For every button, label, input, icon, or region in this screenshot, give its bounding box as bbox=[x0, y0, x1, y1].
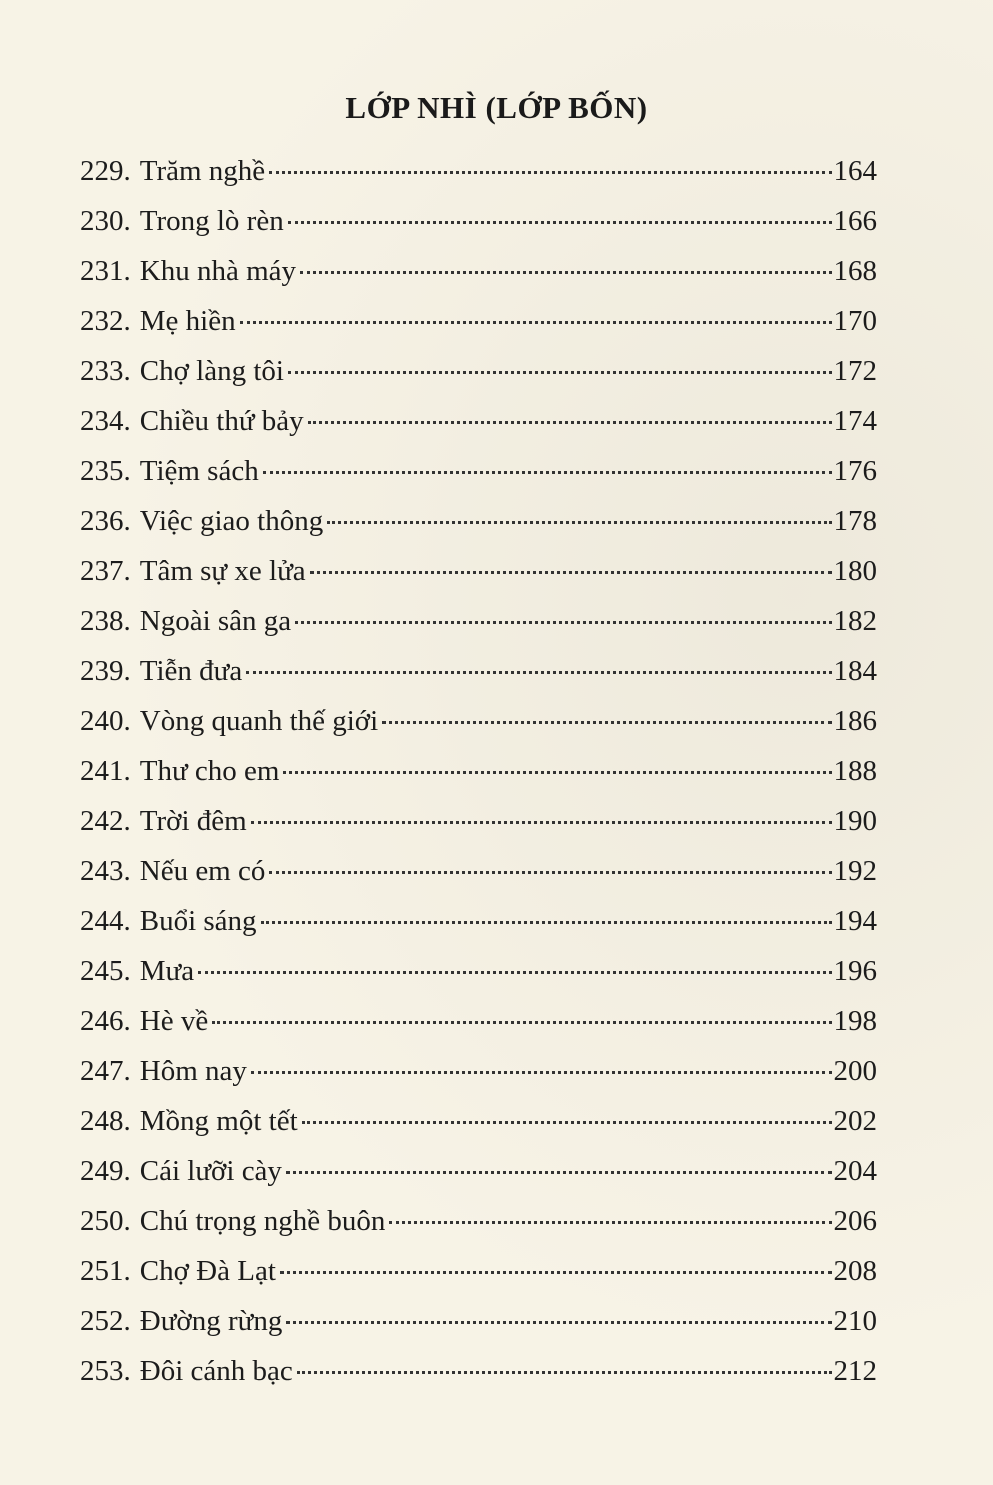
toc-dot-leader bbox=[283, 771, 831, 774]
toc-entry bbox=[80, 196, 877, 246]
toc-entry-page: 174 bbox=[833, 405, 877, 437]
toc-entry bbox=[80, 596, 877, 646]
toc-entry-title: Tiễn đưa bbox=[139, 655, 243, 687]
toc-entry-page: 164 bbox=[833, 155, 877, 187]
toc-entry-title: Nếu em có bbox=[139, 855, 266, 887]
toc-entry-title: Mưa bbox=[139, 955, 195, 987]
toc-entry-title: Chú trọng nghề buôn bbox=[139, 1205, 386, 1237]
toc-entry-title: Trời đêm bbox=[139, 805, 247, 837]
toc-entry-number: 239. bbox=[80, 655, 131, 687]
toc-entry bbox=[80, 746, 877, 796]
toc-entry-title: Việc giao thông bbox=[139, 505, 324, 537]
toc-dot-leader bbox=[302, 1121, 832, 1124]
toc-entry bbox=[80, 1096, 877, 1146]
toc-entry-title: Chiều thứ bảy bbox=[139, 405, 304, 437]
toc-entry-title: Chợ Đà Lạt bbox=[139, 1255, 276, 1287]
toc-entry bbox=[80, 696, 877, 746]
toc-entry-page: 178 bbox=[833, 505, 877, 537]
toc-entry-title: Chợ làng tôi bbox=[139, 355, 284, 387]
toc-entry-page: 176 bbox=[833, 455, 877, 487]
toc-entry-number: 241. bbox=[80, 755, 131, 787]
toc-entry-page: 194 bbox=[833, 905, 877, 937]
toc-entry-title: Thư cho em bbox=[139, 755, 280, 787]
toc-entry bbox=[80, 1346, 877, 1396]
toc-entry-title: Trong lò rèn bbox=[139, 205, 284, 237]
toc-dot-leader bbox=[251, 1071, 832, 1074]
toc-dot-leader bbox=[295, 621, 831, 624]
toc-entry-number: 250. bbox=[80, 1205, 131, 1237]
toc-entry bbox=[80, 546, 877, 596]
toc-dot-leader bbox=[280, 1271, 832, 1274]
section-title: LỚP NHÌ (LỚP BỐN) bbox=[345, 90, 648, 125]
toc-entry-title: Buổi sáng bbox=[139, 905, 257, 937]
toc-entry bbox=[80, 496, 877, 546]
toc-dot-leader bbox=[288, 371, 832, 374]
toc-dot-leader bbox=[327, 521, 831, 524]
toc-dot-leader bbox=[212, 1021, 831, 1024]
toc-dot-leader bbox=[198, 971, 831, 974]
toc-entry-title: Tâm sự xe lửa bbox=[139, 555, 306, 587]
toc-dot-leader bbox=[246, 671, 831, 674]
toc-entry-page: 206 bbox=[833, 1205, 877, 1237]
toc-entry-number: 249. bbox=[80, 1155, 131, 1187]
toc-dot-leader bbox=[300, 271, 832, 274]
toc-entry-page: 188 bbox=[833, 755, 877, 787]
toc-entry-page: 182 bbox=[833, 605, 877, 637]
toc-entry bbox=[80, 896, 877, 946]
toc-entry-title: Đường rừng bbox=[139, 1305, 283, 1337]
toc-entry-page: 166 bbox=[833, 205, 877, 237]
toc-entry bbox=[80, 296, 877, 346]
toc-dot-leader bbox=[382, 721, 831, 724]
toc-entry-number: 234. bbox=[80, 405, 131, 437]
toc-entry-number: 244. bbox=[80, 905, 131, 937]
toc-entry-page: 202 bbox=[833, 1105, 877, 1137]
toc-entry bbox=[80, 846, 877, 896]
toc-entry-number: 233. bbox=[80, 355, 131, 387]
toc-entry bbox=[80, 1246, 877, 1296]
toc-dot-leader bbox=[261, 921, 832, 924]
toc-entry-number: 235. bbox=[80, 455, 131, 487]
toc-entry-page: 212 bbox=[833, 1355, 877, 1387]
toc-entry-page: 200 bbox=[833, 1055, 877, 1087]
toc-entry-number: 236. bbox=[80, 505, 131, 537]
toc-entry-title: Mồng một tết bbox=[139, 1105, 298, 1137]
toc-entry bbox=[80, 396, 877, 446]
toc-dot-leader bbox=[251, 821, 832, 824]
toc-entry-number: 242. bbox=[80, 805, 131, 837]
toc-entry-number: 243. bbox=[80, 855, 131, 887]
toc-entry-number: 253. bbox=[80, 1355, 131, 1387]
toc-entry bbox=[80, 646, 877, 696]
toc-entry-title: Hôm nay bbox=[139, 1055, 247, 1087]
toc-dot-leader bbox=[263, 471, 832, 474]
toc-dot-leader bbox=[240, 321, 832, 324]
toc-entry-page: 170 bbox=[833, 305, 877, 337]
toc-entry-number: 240. bbox=[80, 705, 131, 737]
toc-entry-title: Tiệm sách bbox=[139, 455, 259, 487]
toc-entry-page: 208 bbox=[833, 1255, 877, 1287]
toc-entry-title: Mẹ hiền bbox=[139, 305, 236, 337]
toc-entry-title: Trăm nghề bbox=[139, 155, 266, 187]
toc-entry-number: 247. bbox=[80, 1055, 131, 1087]
toc-entry-page: 180 bbox=[833, 555, 877, 587]
toc-entry-title: Khu nhà máy bbox=[139, 255, 296, 287]
toc-entry bbox=[80, 146, 877, 196]
toc-entry bbox=[80, 446, 877, 496]
toc-entry-number: 252. bbox=[80, 1305, 131, 1337]
toc-entry-page: 204 bbox=[833, 1155, 877, 1187]
toc-entry-page: 198 bbox=[833, 1005, 877, 1037]
toc-entry bbox=[80, 946, 877, 996]
toc-entry-title: Đôi cánh bạc bbox=[139, 1355, 293, 1387]
toc-entry-number: 246. bbox=[80, 1005, 131, 1037]
toc-entry-page: 172 bbox=[833, 355, 877, 387]
toc-entry-title: Ngoài sân ga bbox=[139, 605, 292, 637]
table-of-contents bbox=[80, 146, 877, 1396]
toc-entry-page: 192 bbox=[833, 855, 877, 887]
toc-entry-page: 168 bbox=[833, 255, 877, 287]
toc-entry-number: 245. bbox=[80, 955, 131, 987]
toc-dot-leader bbox=[310, 571, 832, 574]
toc-entry-title: Cái lưỡi cày bbox=[139, 1155, 282, 1187]
toc-entry bbox=[80, 346, 877, 396]
toc-entry-page: 190 bbox=[833, 805, 877, 837]
toc-entry-number: 230. bbox=[80, 205, 131, 237]
toc-dot-leader bbox=[297, 1371, 832, 1374]
toc-entry bbox=[80, 246, 877, 296]
toc-entry bbox=[80, 1146, 877, 1196]
toc-entry-number: 251. bbox=[80, 1255, 131, 1287]
toc-dot-leader bbox=[389, 1221, 831, 1224]
toc-dot-leader bbox=[269, 871, 831, 874]
toc-entry-title: Hè về bbox=[139, 1005, 209, 1037]
toc-dot-leader bbox=[286, 1171, 832, 1174]
toc-entry-number: 229. bbox=[80, 155, 131, 187]
toc-entry bbox=[80, 1046, 877, 1096]
toc-dot-leader bbox=[286, 1321, 831, 1324]
toc-entry-number: 237. bbox=[80, 555, 131, 587]
toc-entry-page: 196 bbox=[833, 955, 877, 987]
toc-entry-page: 186 bbox=[833, 705, 877, 737]
toc-entry-page: 184 bbox=[833, 655, 877, 687]
toc-dot-leader bbox=[288, 221, 832, 224]
toc-entry-number: 232. bbox=[80, 305, 131, 337]
toc-entry bbox=[80, 796, 877, 846]
toc-dot-leader bbox=[308, 421, 832, 424]
toc-entry-number: 231. bbox=[80, 255, 131, 287]
toc-entry-number: 248. bbox=[80, 1105, 131, 1137]
toc-entry bbox=[80, 1196, 877, 1246]
toc-entry-title: Vòng quanh thế giới bbox=[139, 705, 379, 737]
toc-entry bbox=[80, 1296, 877, 1346]
toc-dot-leader bbox=[269, 171, 831, 174]
toc-entry-number: 238. bbox=[80, 605, 131, 637]
toc-entry bbox=[80, 996, 877, 1046]
toc-entry-page: 210 bbox=[833, 1305, 877, 1337]
